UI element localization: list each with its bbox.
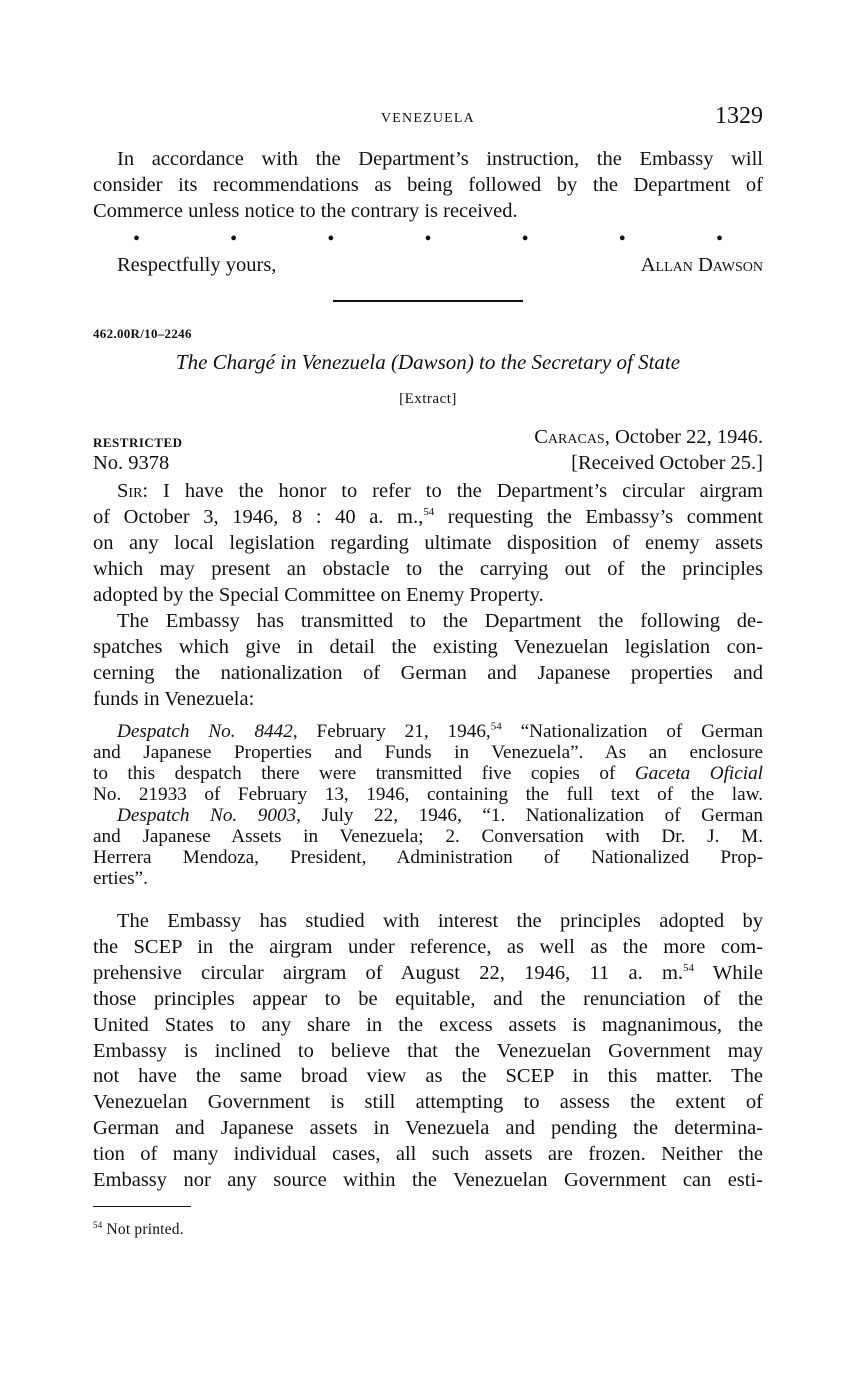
text-line: Embassy is inclined to believe that the Venezuelan Government may bbox=[93, 1039, 763, 1062]
salutation-sir: Sir bbox=[117, 480, 143, 502]
text-line: United States to any share in the excess assets is magnanimous, the bbox=[93, 1013, 763, 1036]
running-head bbox=[93, 103, 763, 133]
text-line: of October 3, 1946, 8 : 40 a. m.,$^{54}$ requesting the Embassy’s comment bbox=[93, 505, 764, 528]
text-line: not have the same broad view as the SCEP in this matter. The bbox=[93, 1065, 763, 1088]
footnote-divider bbox=[93, 1206, 191, 1207]
paragraph-1 bbox=[93, 479, 763, 609]
ellipsis-dot: • bbox=[521, 228, 529, 250]
text-line: No. 21933 of February 13, 1946, containing the full text of the law. bbox=[93, 784, 763, 805]
place: Caracas bbox=[534, 426, 605, 448]
text-line: Despatch No. 8442, February 21, 1946,54 “Nationalization of German bbox=[117, 720, 763, 742]
document-title-pre: The Chargé in Venezuela ( bbox=[175, 350, 398, 374]
text-line: erties”. bbox=[93, 868, 148, 889]
page-number: 1329 bbox=[715, 103, 763, 129]
despatch-number: No. 9378 bbox=[93, 452, 170, 474]
despatch-list bbox=[93, 721, 763, 889]
footnote-ref: 54 bbox=[490, 720, 502, 733]
text-line: funds in Venezuela: bbox=[93, 687, 255, 710]
despatch-header bbox=[93, 424, 763, 476]
ellipsis-dot: • bbox=[618, 228, 626, 250]
footnote-ref: 54 bbox=[683, 961, 695, 974]
document-title-name: Dawson bbox=[397, 350, 467, 374]
footnote-text: Not printed. bbox=[106, 1221, 184, 1239]
text-line: Sir: I have the honor to refer to the Department’s circular airgram bbox=[117, 480, 763, 502]
text-line: The Embassy has transmitted to the Department the following de- bbox=[117, 610, 763, 632]
footnote-marker: 54 bbox=[93, 1220, 103, 1230]
text-line: the SCEP in the airgram under reference, as well as the more com- bbox=[93, 935, 763, 958]
running-head-title: VENEZUELA bbox=[380, 111, 475, 126]
text-line: adopted by the Special Committee on Enemy Property. bbox=[93, 583, 544, 606]
text-line: and Japanese Properties and Funds in Venezuela”. As an enclosure bbox=[93, 742, 763, 763]
signature: Allan Dawson bbox=[640, 254, 763, 276]
received-date: [Received October 25.] bbox=[571, 452, 763, 474]
extract-label: [Extract] bbox=[399, 391, 457, 407]
closing-block bbox=[93, 254, 763, 277]
paragraph-2 bbox=[93, 609, 763, 713]
publication-title: Gaceta Oficial bbox=[634, 763, 763, 784]
ellipsis-dot: • bbox=[715, 228, 723, 250]
file-number: 462.00R/10–2246 bbox=[93, 326, 192, 341]
text-line: Despatch No. 9003, July 22, 1946, “1. Nationalization of German bbox=[117, 805, 763, 826]
text-line: prehensive circular airgram of August 22, 1946, 11 a. m.$^{54}$ While bbox=[93, 961, 764, 984]
date: , October 22, 1946. bbox=[604, 426, 763, 448]
ellipsis-dot: • bbox=[133, 228, 141, 250]
document-title bbox=[93, 350, 763, 375]
text-line: Commerce unless notice to the contrary is received. bbox=[93, 199, 518, 222]
text-line: German and Japanese assets in Venezuela and pending the determina- bbox=[93, 1117, 763, 1140]
text-line: Herrera Mendoza, President, Administration of Nationalized Prop- bbox=[93, 847, 763, 868]
text-line: consider its recommendations as being followed by the Department of bbox=[93, 173, 763, 196]
footnote bbox=[93, 1220, 184, 1239]
footnote-ref: 54 bbox=[423, 506, 435, 519]
intro-paragraph bbox=[93, 147, 763, 225]
text-line: tion of many individual cases, all such assets are frozen. Neither the bbox=[93, 1143, 763, 1166]
text-line: to this despatch there were transmitted five copies of Gaceta Oficial bbox=[93, 763, 763, 784]
despatch-label: Despatch No. 8442 bbox=[117, 721, 293, 742]
text-line: Embassy nor any source within the Venezuelan Government can esti- bbox=[93, 1169, 763, 1192]
text-line: on any local legislation regarding ultimate disposition of enemy assets bbox=[93, 531, 763, 554]
salutation: Respectfully yours, bbox=[117, 254, 277, 276]
text-line: The Embassy has studied with interest the principles adopted by bbox=[117, 910, 763, 932]
ellipsis-dot: • bbox=[424, 228, 432, 250]
ellipsis-dot: • bbox=[327, 228, 335, 250]
despatch-label: Despatch No. 9003 bbox=[117, 805, 297, 826]
ellipsis-row bbox=[133, 228, 723, 251]
section-divider bbox=[333, 300, 523, 302]
text-line: Venezuelan Government is still attempting to assess the extent of bbox=[93, 1091, 763, 1114]
text-line: In accordance with the Department’s instruction, the Embassy will bbox=[117, 148, 763, 170]
text-line: cerning the nationalization of German and Japanese properties and bbox=[93, 661, 763, 684]
ellipsis-dot: • bbox=[230, 228, 238, 250]
text-line: which may present an obstacle to the carrying out of the principles bbox=[93, 557, 763, 580]
text-line: spatches which give in detail the existing Venezuelan legislation con- bbox=[93, 635, 763, 658]
text-line: and Japanese Assets in Venezuela; 2. Conversation with Dr. J. M. bbox=[93, 826, 763, 847]
text-line: those principles appear to be equitable, and the renunciation of the bbox=[93, 987, 763, 1010]
document-title-post: ) to the Secretary of State bbox=[466, 350, 681, 374]
place-date bbox=[534, 424, 763, 450]
paragraph-3 bbox=[93, 909, 763, 1194]
classification: RESTRICTED bbox=[93, 435, 183, 450]
